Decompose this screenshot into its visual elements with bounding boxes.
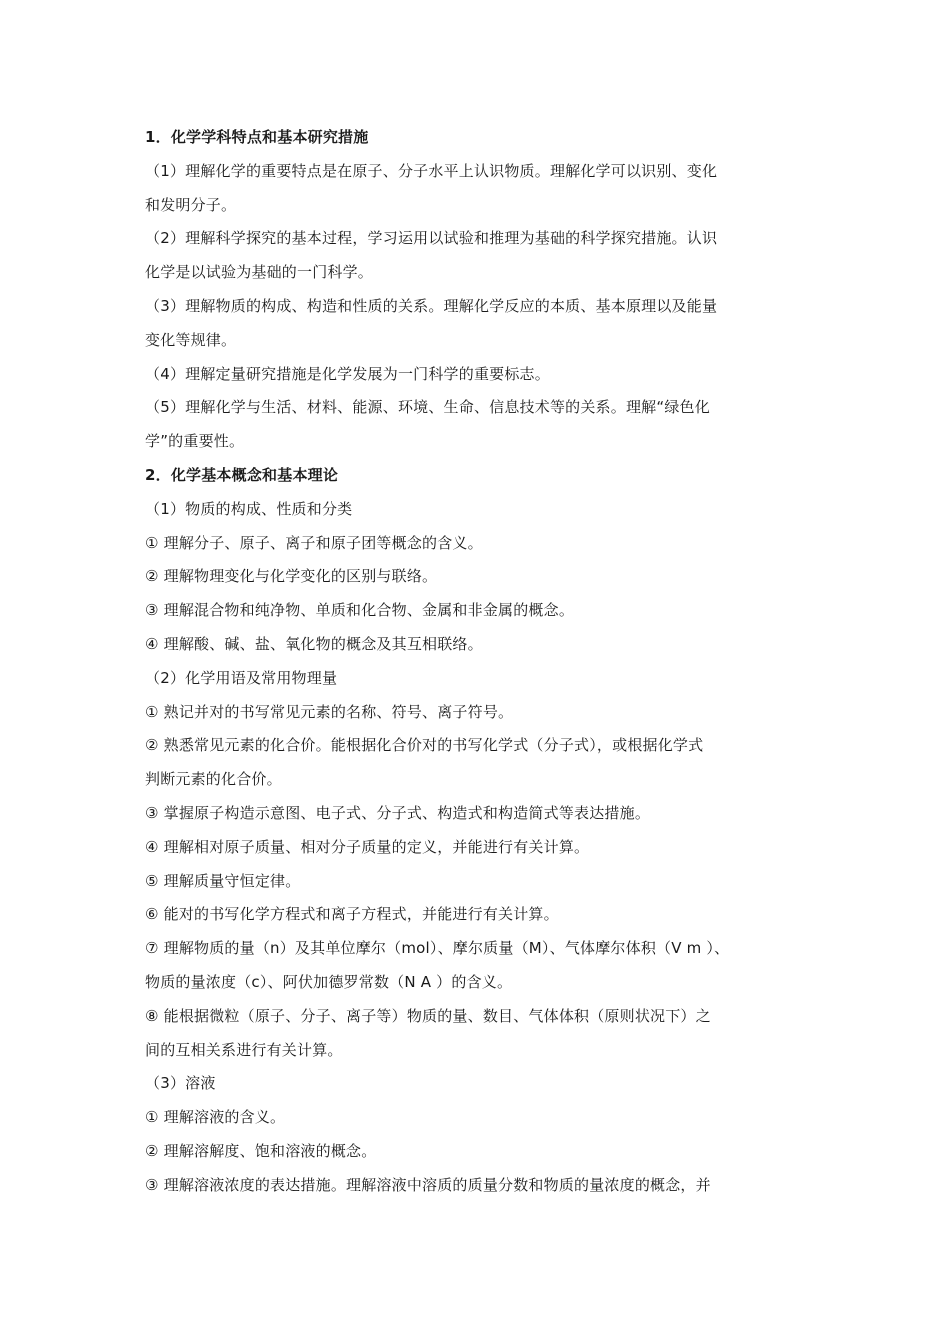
paragraph-line: 化学是以试验为基础的一门科学。 [145,263,374,282]
list-item: ③ 理解混合物和纯净物、单质和化合物、金属和非金属的概念。 [145,601,575,620]
list-item: ③ 理解溶液浓度的表达措施。理解溶液中溶质的质量分数和物质的量浓度的概念，并 [145,1175,711,1194]
section-heading-1: 1．化学学科特点和基本研究措施 [145,128,369,146]
list-item: ④ 理解相对原子质量、相对分子质量的定义，并能进行有关计算。 [145,837,590,856]
paragraph-line: 变化等规律。 [145,330,237,349]
list-item: ② 理解物理变化与化学变化的区别与联络。 [145,567,438,586]
list-item: ③ 掌握原子构造示意图、电子式、分子式、构造式和构造简式等表达措施。 [145,803,651,822]
list-item: ⑥ 能对的书写化学方程式和离子方程式，并能进行有关计算。 [145,905,559,924]
document-body [145,121,805,1203]
section-heading-2: 2．化学基本概念和基本理论 [145,465,339,484]
list-item: ④ 理解酸、碱、盐、氧化物的概念及其互相联络。 [145,634,483,653]
list-item: ② 熟悉常见元素的化合价。能根据化合价对的书写化学式（分子式），或根据化学式 [145,736,704,755]
subsection-heading: （1）物质的构成、性质和分类 [145,499,353,518]
paragraph-line: 学”的重要性。 [145,432,245,451]
list-item: ⑧ 能根据微粒（原子、分子、离子等）物质的量、数目、气体体积（原则状况下）之 [145,1006,711,1025]
list-item: ① 理解溶液的含义。 [145,1108,286,1127]
list-item: ⑤ 理解质量守恒定律。 [145,871,301,890]
paragraph-line: 和发明分子。 [145,195,237,214]
list-item: ⑦ 理解物质的量（n）及其单位摩尔（mol）、摩尔质量（M）、气体摩尔体积（V m ）、 [145,939,730,958]
list-item-continued: 判断元素的化合价。 [145,770,282,789]
list-item: ① 理解分子、原子、离子和原子团等概念的含义。 [145,533,483,552]
list-item-continued: 间的互相关系进行有关计算。 [145,1040,343,1059]
paragraph-line: （2）理解科学探究的基本过程，学习运用以试验和推理为基础的科学探究措施。认识 [145,229,718,248]
subsection-heading: （3）溶液 [145,1074,216,1093]
subsection-heading: （2）化学用语及常用物理量 [145,668,338,687]
list-item-continued: 物质的量浓度（c）、阿伏加德罗常数（N A ）的含义。 [145,972,513,991]
paragraph-line: （1）理解化学的重要特点是在原子、分子水平上认识物质。理解化学可以识别、变化 [145,161,718,180]
paragraph-line: （3）理解物质的构成、构造和性质的关系。理解化学反应的本质、基本原理以及能量 [145,296,718,315]
list-item: ① 熟记并对的书写常见元素的名称、符号、离子符号。 [145,702,514,721]
paragraph-line: （5）理解化学与生活、材料、能源、环境、生命、信息技术等的关系。理解“绿色化 [145,398,710,417]
list-item: ② 理解溶解度、饱和溶液的概念。 [145,1141,377,1160]
paragraph-line: （4）理解定量研究措施是化学发展为一门科学的重要标志。 [145,364,550,383]
